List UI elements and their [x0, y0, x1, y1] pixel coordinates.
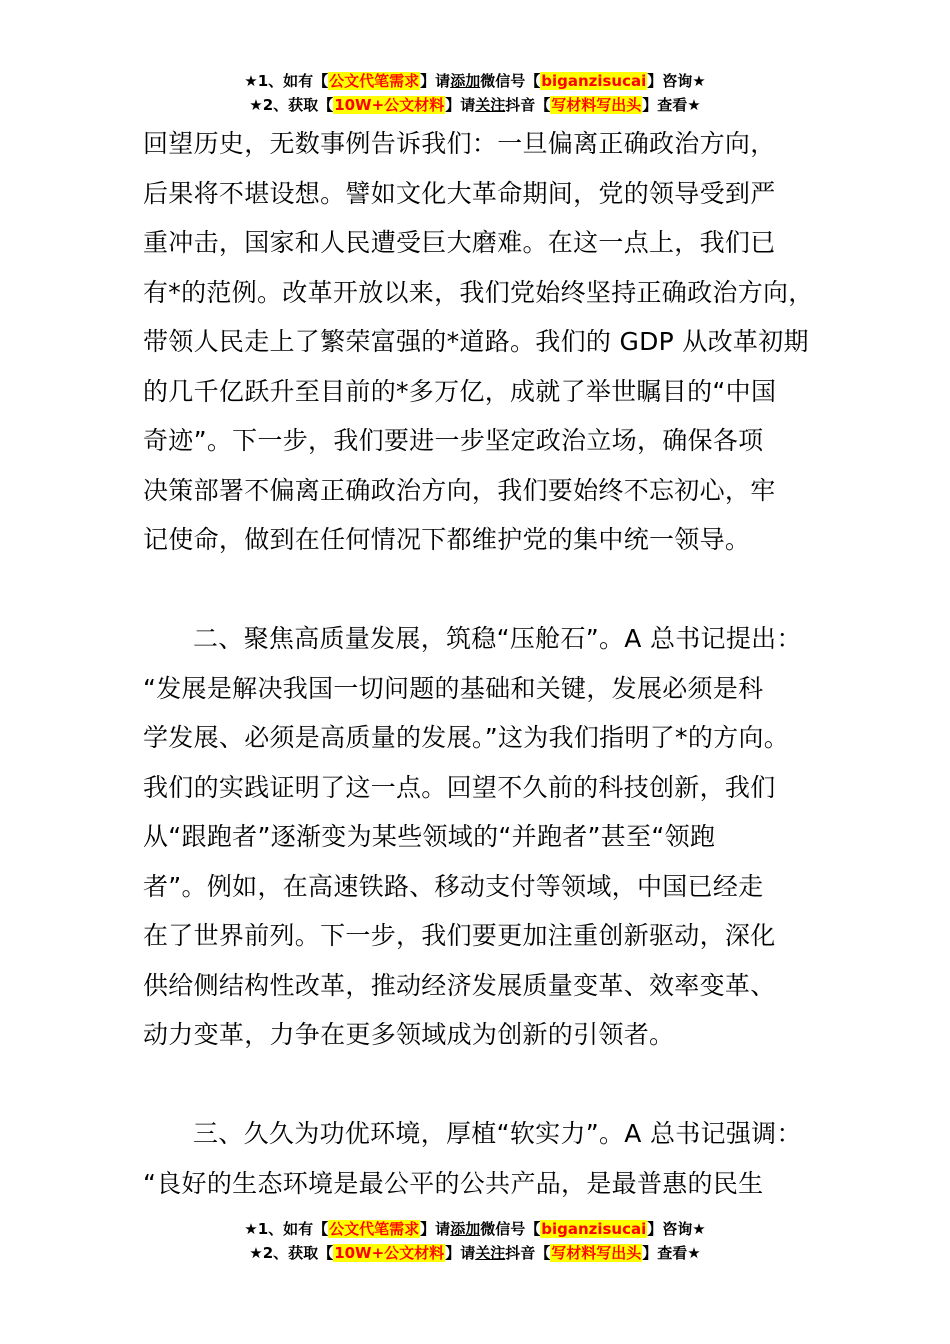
text-line: 动力变革，力争在更多领域成为创新的引领者。 — [143, 1020, 675, 1049]
underlined-text: 关注 — [475, 96, 506, 114]
banner-text: ★2、获取【 — [249, 96, 334, 114]
highlight-text: 10W+公文材料 — [334, 96, 445, 114]
text-line: 的几千亿跃升至目前的*多万亿，成就了举世瞩目的“中国 — [143, 376, 777, 406]
banner-line-1 — [0, 1217, 950, 1241]
text-line: 回望历史，无数事例告诉我们：一旦偏离正确政治方向， — [143, 129, 776, 158]
text-line: 在了世界前列。下一步，我们要更加注重创新驱动，深化 — [143, 921, 776, 950]
text-line: 决策部署不偏离正确政治方向，我们要始终不忘初心，牢 — [143, 475, 776, 505]
banner-line-2 — [0, 1241, 950, 1265]
text-line: 供给侧结构性改革，推动经济发展质量变革、效率变革、 — [143, 970, 776, 1000]
text-line: 从“跟跑者”逐渐变为某些领域的“并跑者”甚至“领跑 — [143, 822, 716, 851]
text-line: “良好的生态环境是最公平的公共产品，是最普惠的民生 — [143, 1168, 764, 1198]
text-line: 二、聚焦高质量发展，筑稳“压舱石”。A 总书记提出： — [193, 624, 802, 653]
text-line: 后果将不堪设想。譬如文化大革命期间，党的领导受到严 — [143, 178, 776, 208]
banner-text: 】咨询★ — [647, 72, 706, 90]
footer-banner — [0, 1217, 950, 1265]
document-body — [143, 119, 843, 1208]
highlight-text: 公文代笔需求 — [329, 72, 420, 90]
banner-text: 】请 — [445, 1244, 476, 1262]
text-line: 记使命，做到在任何情况下都维护党的集中统一领导。 — [143, 525, 751, 554]
header-banner — [0, 69, 950, 117]
highlight-text: 写材料写出头 — [551, 1244, 642, 1262]
highlight-text: biganzisucai — [541, 72, 647, 90]
banner-text: ★1、如有【 — [244, 1220, 329, 1238]
underlined-text: 添加 — [450, 72, 481, 90]
banner-text: ★2、获取【 — [249, 1244, 334, 1262]
banner-text: 】请 — [420, 1220, 451, 1238]
text-line: 奇迹”。下一步，我们要进一步坚定政治立场，确保各项 — [143, 426, 764, 455]
text-line: 有*的范例。改革开放以来，我们党始终坚持正确政治方向， — [143, 277, 814, 307]
highlight-text: 10W+公文材料 — [334, 1244, 445, 1262]
highlight-text: 公文代笔需求 — [329, 1220, 420, 1238]
highlight-text: 写材料写出头 — [551, 96, 642, 114]
banner-text: 抖音【 — [505, 1244, 551, 1262]
text-line: 我们的实践证明了这一点。回望不久前的科技创新，我们 — [143, 772, 776, 802]
banner-text: 】咨询★ — [647, 1220, 706, 1238]
banner-line-1 — [0, 69, 950, 93]
text-line: 学发展、必须是高质量的发展。”这为我们指明了*的方向。 — [143, 723, 790, 752]
paragraph-2 — [143, 614, 843, 1060]
banner-text: 】请 — [445, 96, 476, 114]
banner-text: 】查看★ — [642, 96, 701, 114]
banner-text: 】查看★ — [642, 1244, 701, 1262]
underlined-text: 关注 — [475, 1244, 506, 1262]
paragraph-1 — [143, 119, 843, 565]
text-line: 三、久久为功优环境，厚植“软实力”。A 总书记强调： — [193, 1119, 802, 1148]
banner-text: 】请 — [420, 72, 451, 90]
banner-text: 微信号【 — [480, 72, 541, 90]
text-line: 重冲击，国家和人民遭受巨大磨难。在这一点上，我们已 — [143, 228, 776, 257]
highlight-text: biganzisucai — [541, 1220, 647, 1238]
paragraph-3 — [143, 1109, 843, 1208]
banner-text: 微信号【 — [480, 1220, 541, 1238]
paragraph-gap — [143, 565, 843, 615]
banner-text: ★1、如有【 — [244, 72, 329, 90]
banner-line-2 — [0, 93, 950, 117]
paragraph-gap — [143, 1060, 843, 1110]
text-line: 带领人民走上了繁荣富强的*道路。我们的 GDP 从改革初期 — [143, 327, 809, 356]
text-line: “发展是解决我国一切问题的基础和关键，发展必须是科 — [143, 673, 764, 703]
text-line: 者”。例如，在高速铁路、移动支付等领域，中国已经走 — [143, 871, 764, 901]
banner-text: 抖音【 — [505, 96, 551, 114]
underlined-text: 添加 — [450, 1220, 481, 1238]
